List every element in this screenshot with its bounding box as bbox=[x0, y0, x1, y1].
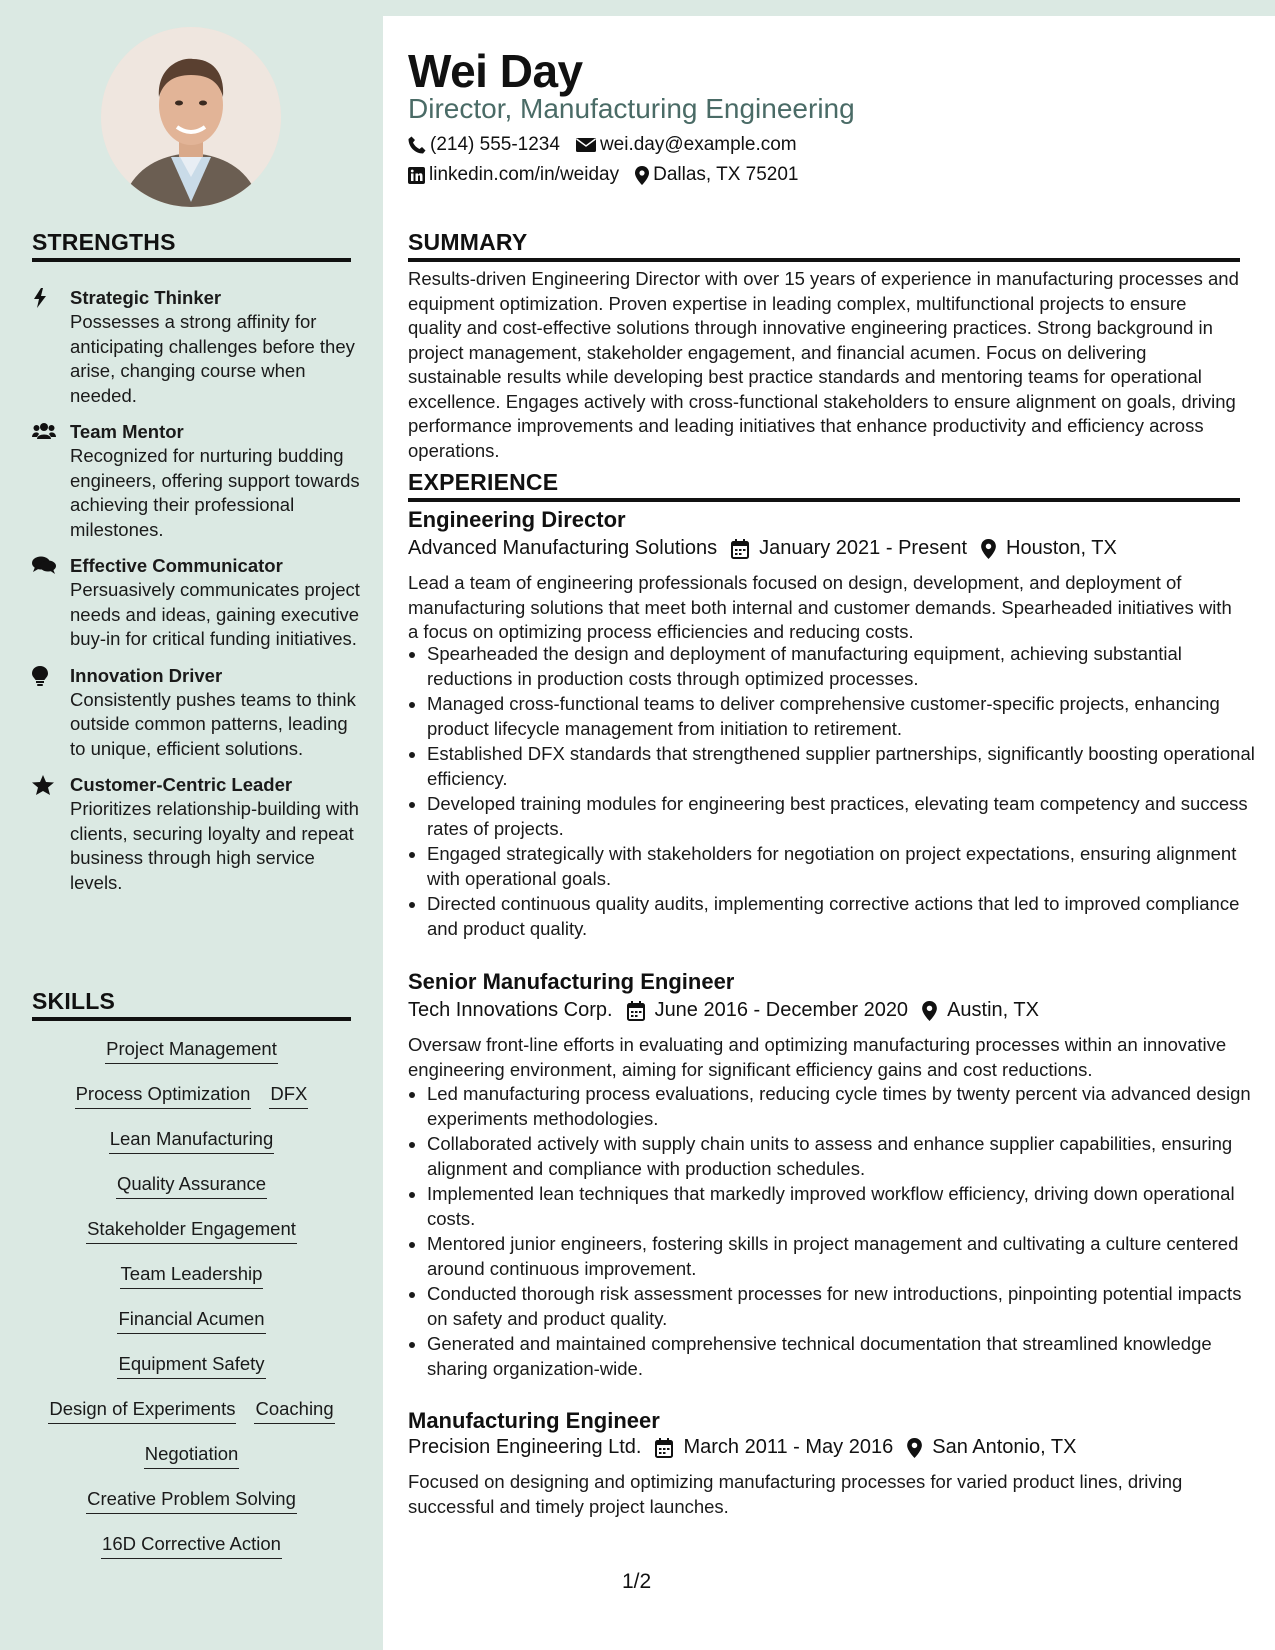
bullet-item: • Established DFX standards that strengthened supplier partnerships, significantly boosting operational efficiency. bbox=[427, 742, 1259, 791]
job-meta bbox=[408, 1436, 1076, 1459]
strength-item bbox=[32, 554, 362, 652]
job-bullets bbox=[408, 1082, 1259, 1382]
skill-row bbox=[32, 1217, 351, 1262]
dates-text: June 2016 - December 2020 bbox=[654, 999, 909, 1021]
skill-tag: Team Leadership bbox=[120, 1262, 264, 1289]
experience-heading: EXPERIENCE bbox=[408, 469, 1240, 502]
strength-description: Recognized for nurturing budding engineers, offering support towards achieving their professional milestones. bbox=[70, 445, 360, 540]
job-dates bbox=[627, 999, 909, 1022]
skill-tag: Lean Manufacturing bbox=[109, 1127, 275, 1154]
sidebar bbox=[0, 0, 383, 1650]
strengths-heading: STRENGTHS bbox=[32, 229, 351, 262]
skill-tag: Financial Acumen bbox=[117, 1307, 265, 1334]
main-content bbox=[383, 16, 1275, 1650]
bullet-item: • Led manufacturing process evaluations, reducing cycle times by twenty percent via advanced design experiments methodologies. bbox=[427, 1082, 1259, 1131]
job-summary: Lead a team of engineering professionals focused on design, development, and deployment of manufacturing solutions that meet both internal and customer demands. Spearheaded initiatives with a focus on optimizing process efficiencies and reducing costs. bbox=[408, 572, 1232, 642]
dates-text: March 2011 - May 2016 bbox=[683, 1436, 894, 1458]
dates-text: January 2021 - Present bbox=[759, 537, 967, 559]
location-contact bbox=[635, 164, 798, 186]
bullet-item: • Directed continuous quality audits, implementing corrective actions that led to improved compliance and product quality. bbox=[427, 892, 1259, 941]
lightbulb-icon bbox=[32, 664, 70, 762]
strength-title: Strategic Thinker bbox=[70, 287, 222, 308]
linkedin-icon bbox=[408, 167, 425, 184]
strength-title: Effective Communicator bbox=[70, 555, 283, 576]
strengths-list bbox=[32, 286, 362, 907]
skill-tag: Coaching bbox=[254, 1397, 334, 1424]
strength-description: Possesses a strong affinity for anticipating challenges before they arise, changing course when needed. bbox=[70, 311, 355, 406]
job-summary: Focused on designing and optimizing manufacturing processes for varied product lines, driving successful and timely project launches. bbox=[408, 1471, 1183, 1517]
job-meta bbox=[408, 537, 1117, 560]
linkedin-text[interactable]: linkedin.com/in/weiday bbox=[429, 164, 620, 185]
job-title: Engineering Director bbox=[408, 507, 626, 532]
strength-title: Customer-Centric Leader bbox=[70, 774, 293, 795]
contact-row bbox=[408, 164, 815, 186]
star-icon bbox=[32, 773, 70, 895]
summary-text: Results-driven Engineering Director with over 15 years of experience in manufacturing processes and equipment optimization. Proven expertise in leading complex, multifunctional projects to ensure quality and cost-effective solutions through innovative engineering practices. Strong background in project management, stakeholder engagement, and financial acumen. Focus on delivering sustainable results while developing best practice standards and mentoring teams for operational excellence. Engages actively with cross-functional stakeholders to ensure alignment on goals, driving performance improvements and leading initiatives that enhance productivity and efficiency across operations. bbox=[408, 268, 1239, 461]
strength-title: Team Mentor bbox=[70, 421, 184, 442]
skill-tag: Equipment Safety bbox=[117, 1352, 265, 1379]
strength-item bbox=[32, 420, 362, 542]
job-title: Senior Manufacturing Engineer bbox=[408, 969, 735, 994]
skill-tag: Creative Problem Solving bbox=[86, 1487, 297, 1514]
skill-tag: 16D Corrective Action bbox=[101, 1532, 282, 1559]
map-pin-icon bbox=[907, 1438, 922, 1458]
skill-row bbox=[32, 1172, 351, 1217]
calendar-icon bbox=[627, 1001, 645, 1021]
bullet-item: • Spearheaded the design and deployment of manufacturing equipment, achieving substantial reductions in production costs through optimized processes. bbox=[427, 642, 1259, 691]
strength-description: Prioritizes relationship-building with clients, securing loyalty and repeat business through high service levels. bbox=[70, 798, 359, 893]
company-name: Precision Engineering Ltd. bbox=[408, 1436, 642, 1458]
location-text: San Antonio, TX bbox=[932, 1436, 1077, 1458]
skill-row bbox=[32, 1037, 351, 1082]
chat-bubbles-icon bbox=[32, 554, 70, 652]
skill-row bbox=[32, 1262, 351, 1307]
skill-row bbox=[32, 1307, 351, 1352]
job-meta bbox=[408, 999, 1039, 1022]
location-text: Houston, TX bbox=[1006, 537, 1117, 559]
email-text[interactable]: wei.day@example.com bbox=[599, 134, 797, 155]
strength-item bbox=[32, 664, 362, 762]
bullet-item: • Implemented lean techniques that markedly improved workflow efficiency, driving down operational costs. bbox=[427, 1182, 1259, 1231]
contact-row bbox=[408, 134, 813, 156]
job-summary: Oversaw front-line efforts in evaluating and optimizing manufacturing processes within an innovative engineering environment, aiming for significant efficiency gains and cost reductions. bbox=[408, 1034, 1227, 1080]
summary-heading: SUMMARY bbox=[408, 229, 1240, 262]
bullet-item: • Engaged strategically with stakeholders for negotiation on project expectations, ensuring alignment with operational goals. bbox=[427, 842, 1259, 891]
skill-row bbox=[32, 1442, 351, 1487]
skills-heading: SKILLS bbox=[32, 988, 351, 1021]
bullet-item: • Generated and maintained comprehensive technical documentation that streamlined knowledge sharing organization-wide. bbox=[427, 1332, 1259, 1381]
skill-row bbox=[32, 1397, 351, 1442]
map-pin-icon bbox=[981, 539, 996, 559]
company-name: Advanced Manufacturing Solutions bbox=[408, 537, 718, 559]
job-dates bbox=[655, 1436, 893, 1459]
skill-tag: Quality Assurance bbox=[116, 1172, 267, 1199]
job-location bbox=[907, 1436, 1076, 1459]
bullet-item: • Developed training modules for engineering best practices, elevating team competency and success rates of projects. bbox=[427, 792, 1259, 841]
skill-tag: DFX bbox=[269, 1082, 308, 1109]
bolt-icon bbox=[32, 286, 70, 408]
linkedin-contact[interactable] bbox=[408, 164, 619, 186]
job-dates bbox=[731, 537, 967, 560]
strength-description: Consistently pushes teams to think outside common patterns, leading to unique, efficient solutions. bbox=[70, 688, 356, 759]
skill-tag: Design of Experiments bbox=[48, 1397, 236, 1424]
map-pin-icon bbox=[922, 1001, 937, 1021]
job-bullets bbox=[408, 642, 1259, 942]
strength-title: Innovation Driver bbox=[70, 664, 223, 686]
calendar-icon bbox=[655, 1438, 673, 1458]
phone-text: (214) 555-1234 bbox=[430, 134, 560, 155]
skill-tag: Negotiation bbox=[144, 1442, 240, 1469]
skill-row bbox=[32, 1532, 351, 1577]
map-pin-icon bbox=[635, 166, 649, 185]
strength-description: Persuasively communicates project needs and ideas, gaining executive buy-in for critical funding initiatives. bbox=[70, 579, 360, 649]
skill-tag: Project Management bbox=[105, 1037, 278, 1064]
profile-photo bbox=[101, 27, 281, 207]
strength-item bbox=[32, 286, 362, 408]
bullet-item: • Mentored junior engineers, fostering skills in project management and cultivating a culture centered around continuous improvement. bbox=[427, 1232, 1259, 1281]
skills-list bbox=[32, 1037, 351, 1577]
company-name: Tech Innovations Corp. bbox=[408, 999, 613, 1021]
strength-item bbox=[32, 773, 362, 895]
location-text: Austin, TX bbox=[947, 999, 1039, 1021]
phone-icon bbox=[408, 136, 426, 154]
location-text: Dallas, TX 75201 bbox=[653, 164, 799, 185]
bullet-item: • Collaborated actively with supply chain units to assess and enhance supplier capabilities, ensuring alignment and compliance with production schedules. bbox=[427, 1132, 1259, 1181]
skill-row bbox=[32, 1127, 351, 1172]
skill-tag: Stakeholder Engagement bbox=[86, 1217, 297, 1244]
job-location bbox=[922, 999, 1039, 1022]
calendar-icon bbox=[731, 539, 749, 559]
headline: Director, Manufacturing Engineering bbox=[408, 93, 855, 124]
envelope-icon bbox=[576, 137, 596, 153]
bullet-item: • Managed cross-functional teams to deliver comprehensive customer-specific projects, enhancing product lifecycle management from initiation to retirement. bbox=[427, 692, 1259, 741]
job-title: Manufacturing Engineer bbox=[408, 1408, 660, 1433]
phone-contact bbox=[408, 134, 560, 156]
skill-row bbox=[32, 1082, 351, 1127]
candidate-name: Wei Day bbox=[408, 45, 583, 97]
page-number: 1/2 bbox=[622, 1570, 652, 1593]
users-icon bbox=[32, 420, 70, 542]
job-location bbox=[981, 537, 1117, 560]
skill-tag: Process Optimization bbox=[75, 1082, 252, 1109]
skill-row bbox=[32, 1487, 351, 1532]
email-contact[interactable] bbox=[576, 134, 797, 156]
skill-row bbox=[32, 1352, 351, 1397]
bullet-item: • Conducted thorough risk assessment processes for new introductions, pinpointing potential impacts on safety and product quality. bbox=[427, 1282, 1259, 1331]
